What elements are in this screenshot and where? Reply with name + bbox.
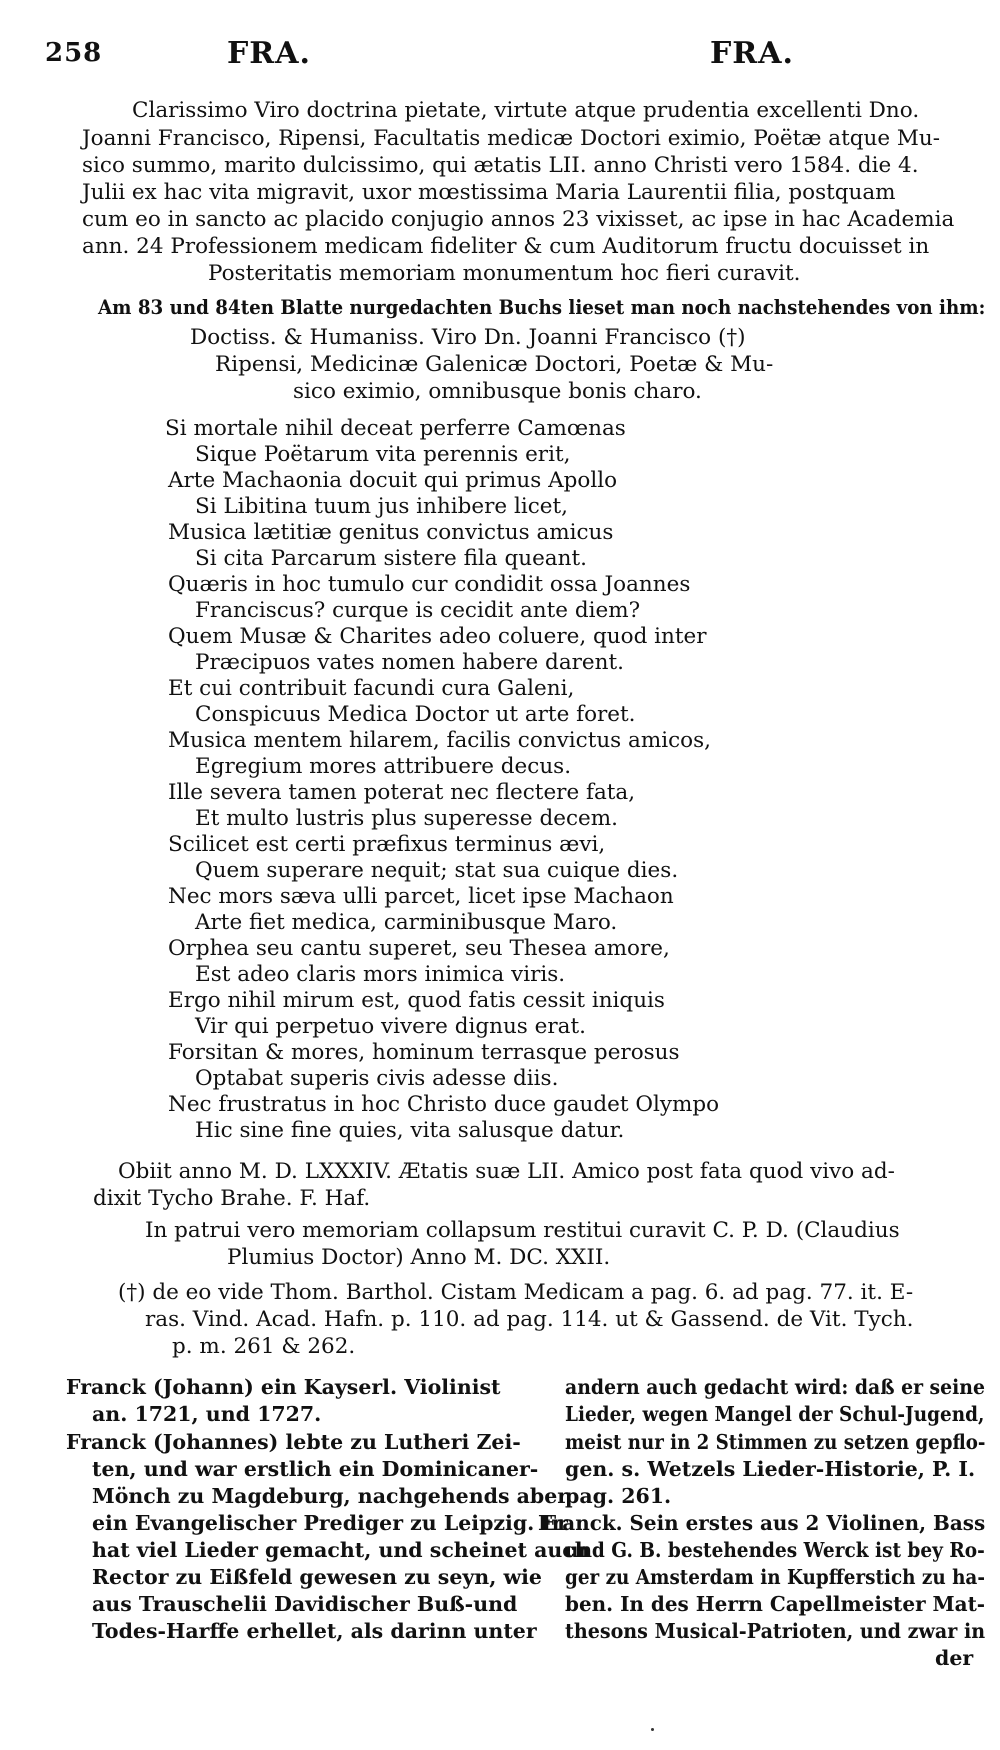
dedication-line: sico eximio, omnibusque bonis charo. bbox=[293, 379, 702, 404]
entry-line: Franck (Johannes) lebte zu Lutheri Zei- bbox=[66, 1430, 521, 1454]
print-speck bbox=[651, 1728, 654, 1731]
poem-verse: Præcipuos vates nomen habere darent. bbox=[195, 650, 624, 675]
restoration-line: Plumius Doctor) Anno M. DC. XXII. bbox=[227, 1245, 611, 1270]
poem-verse: Nec frustratus in hoc Christo duce gaudet Olympo bbox=[168, 1092, 720, 1117]
poem-verse: Quem superare nequit; stat sua cuique dies. bbox=[195, 858, 679, 883]
entry-line: an. 1721, und 1727. bbox=[92, 1402, 322, 1426]
poem-verse: Quæris in hoc tumulo cur condidit ossa Joannes bbox=[168, 572, 691, 597]
poem-verse: Egregium mores attribuere decus. bbox=[195, 754, 572, 779]
prose-line: Clarissimo Viro doctrina pietate, virtute atque prudentia excellenti Dno. bbox=[132, 98, 920, 123]
poem-verse: Si Libitina tuum jus inhibere licet, bbox=[195, 494, 568, 519]
poem-verse: Forsitan & mores, hominum terrasque perosus bbox=[168, 1040, 680, 1065]
poem-verse: Arte Machaonia docuit qui primus Apollo bbox=[168, 468, 618, 493]
poem-verse: Est adeo claris mors inimica viris. bbox=[195, 962, 566, 987]
poem-verse: Quem Musæ & Charites adeo coluere, quod inter bbox=[168, 624, 707, 649]
prose-line: ann. 24 Professionem medicam fideliter & cum Auditorum fructu docuisset in bbox=[82, 234, 930, 259]
left-running-head: FRA. bbox=[227, 36, 311, 71]
entry-line: thesons Musical-Patrioten, und zwar in bbox=[565, 1619, 986, 1643]
footnote-line: ras. Vind. Acad. Hafn. p. 110. ad pag. 114. ut & Gassend. de Vit. Tych. bbox=[145, 1307, 914, 1332]
poem-verse: Franciscus? curque is cecidit ante diem? bbox=[195, 598, 641, 623]
entry-line: gen. s. Wetzels Lieder-Historie, P. I. bbox=[565, 1457, 976, 1481]
dedication-line: Doctiss. & Humaniss. Viro Dn. Joanni Francisco (†) bbox=[190, 325, 746, 350]
poem-verse: Si cita Parcarum sistere fila queant. bbox=[195, 546, 587, 571]
entry-line: Mönch zu Magdeburg, nachgehends aber bbox=[92, 1484, 569, 1508]
entry-line: Todes-Harffe erhellet, als darinn unter bbox=[92, 1619, 537, 1643]
prose-line: Posteritatis memoriam monumentum hoc fieri curavit. bbox=[208, 261, 801, 286]
entry-line: pag. 261. bbox=[565, 1484, 672, 1508]
poem-verse: Orphea seu cantu superet, seu Thesea amore, bbox=[168, 936, 670, 961]
restoration-line: In patrui vero memoriam collapsum restitui curavit C. P. D. (Claudius bbox=[145, 1218, 900, 1243]
entry-line: ger zu Amsterdam in Kupfferstich zu ha- bbox=[565, 1565, 985, 1589]
entry-line: meist nur in 2 Stimmen zu setzen gepflo- bbox=[565, 1430, 986, 1454]
poem-verse: Conspicuus Medica Doctor ut arte foret. bbox=[195, 702, 636, 727]
right-running-head: FRA. bbox=[710, 36, 794, 71]
poem-verse: Et multo lustris plus superesse decem. bbox=[195, 806, 618, 831]
entry-line: aus Trauschelii Davidischer Buß-und bbox=[92, 1592, 518, 1616]
entry-line: ten, und war erstlich ein Dominicaner- bbox=[92, 1457, 539, 1481]
poem-verse: Si mortale nihil deceat perferre Camœnas bbox=[165, 416, 626, 441]
german-intro: Am 83 und 84ten Blatte nurgedachten Buchs lieset man noch nachstehendes von ihm: bbox=[98, 295, 986, 319]
entry-line: ben. In des Herrn Capellmeister Mat- bbox=[565, 1592, 986, 1616]
poem-verse: Musica lætitiæ genitus convictus amicus bbox=[168, 520, 614, 545]
footnote-line: p. m. 261 & 262. bbox=[172, 1334, 356, 1359]
prose-line: Julii ex hac vita migravit, uxor mœstissima Maria Laurentii filia, postquam bbox=[82, 180, 896, 205]
entry-line: Lieder, wegen Mangel der Schul-Jugend, bbox=[565, 1402, 985, 1426]
poem-verse: Et cui contribuit facundi cura Galeni, bbox=[168, 676, 575, 701]
entry-line: Rector zu Eißfeld gewesen zu seyn, wie bbox=[92, 1565, 542, 1589]
poem-verse: Optabat superis civis adesse diis. bbox=[195, 1066, 559, 1091]
poem-verse: Ergo nihil mirum est, quod fatis cessit iniquis bbox=[168, 988, 665, 1013]
entry-line: und G. B. bestehendes Werck ist bey Ro- bbox=[565, 1538, 985, 1562]
prose-line: Joanni Francisco, Ripensi, Facultatis medicæ Doctori eximio, Poëtæ atque Mu- bbox=[82, 126, 941, 151]
poem-verse: Vir qui perpetuo vivere dignus erat. bbox=[195, 1014, 586, 1039]
entry-line: hat viel Lieder gemacht, und scheinet auch bbox=[92, 1538, 590, 1562]
prose-line: sico summo, marito dulcissimo, qui ætatis LII. anno Christi vero 1584. die 4. bbox=[82, 153, 919, 178]
entry-line: ein Evangelischer Prediger zu Leipzig. Er bbox=[92, 1511, 568, 1535]
poem-verse: Musica mentem hilarem, facilis convictus amicos, bbox=[168, 728, 711, 753]
poem-verse: Sique Poëtarum vita perennis erit, bbox=[195, 442, 571, 467]
poem-verse: Arte fiet medica, carminibusque Maro. bbox=[195, 910, 618, 935]
obiit-line: dixit Tycho Brahe. F. Haf. bbox=[93, 1186, 371, 1211]
catchword: der bbox=[935, 1646, 974, 1670]
page-number: 258 bbox=[45, 38, 103, 68]
footnote-line: (†) de eo vide Thom. Barthol. Cistam Medicam a pag. 6. ad pag. 77. it. E- bbox=[118, 1280, 914, 1305]
prose-line: cum eo in sancto ac placido conjugio annos 23 vixisset, ac ipse in hac Academia bbox=[82, 207, 955, 232]
poem-verse: Ille severa tamen poterat nec flectere fata, bbox=[168, 780, 636, 805]
entry-line: andern auch gedacht wird: daß er seine bbox=[565, 1375, 985, 1399]
poem-verse: Hic sine fine quies, vita salusque datur. bbox=[195, 1118, 625, 1143]
poem-verse: Nec mors sæva ulli parcet, licet ipse Machaon bbox=[168, 884, 674, 909]
poem-verse: Scilicet est certi præfixus terminus ævi, bbox=[168, 832, 606, 857]
entry-line: Franck (Johann) ein Kayserl. Violinist bbox=[66, 1375, 501, 1399]
obiit-line: Obiit anno M. D. LXXXIV. Ætatis suæ LII. Amico post fata quod vivo ad- bbox=[118, 1159, 895, 1184]
entry-line: Franck. Sein erstes aus 2 Violinen, Bass bbox=[538, 1511, 986, 1535]
dedication-line: Ripensi, Medicinæ Galenicæ Doctori, Poetæ & Mu- bbox=[215, 352, 774, 377]
